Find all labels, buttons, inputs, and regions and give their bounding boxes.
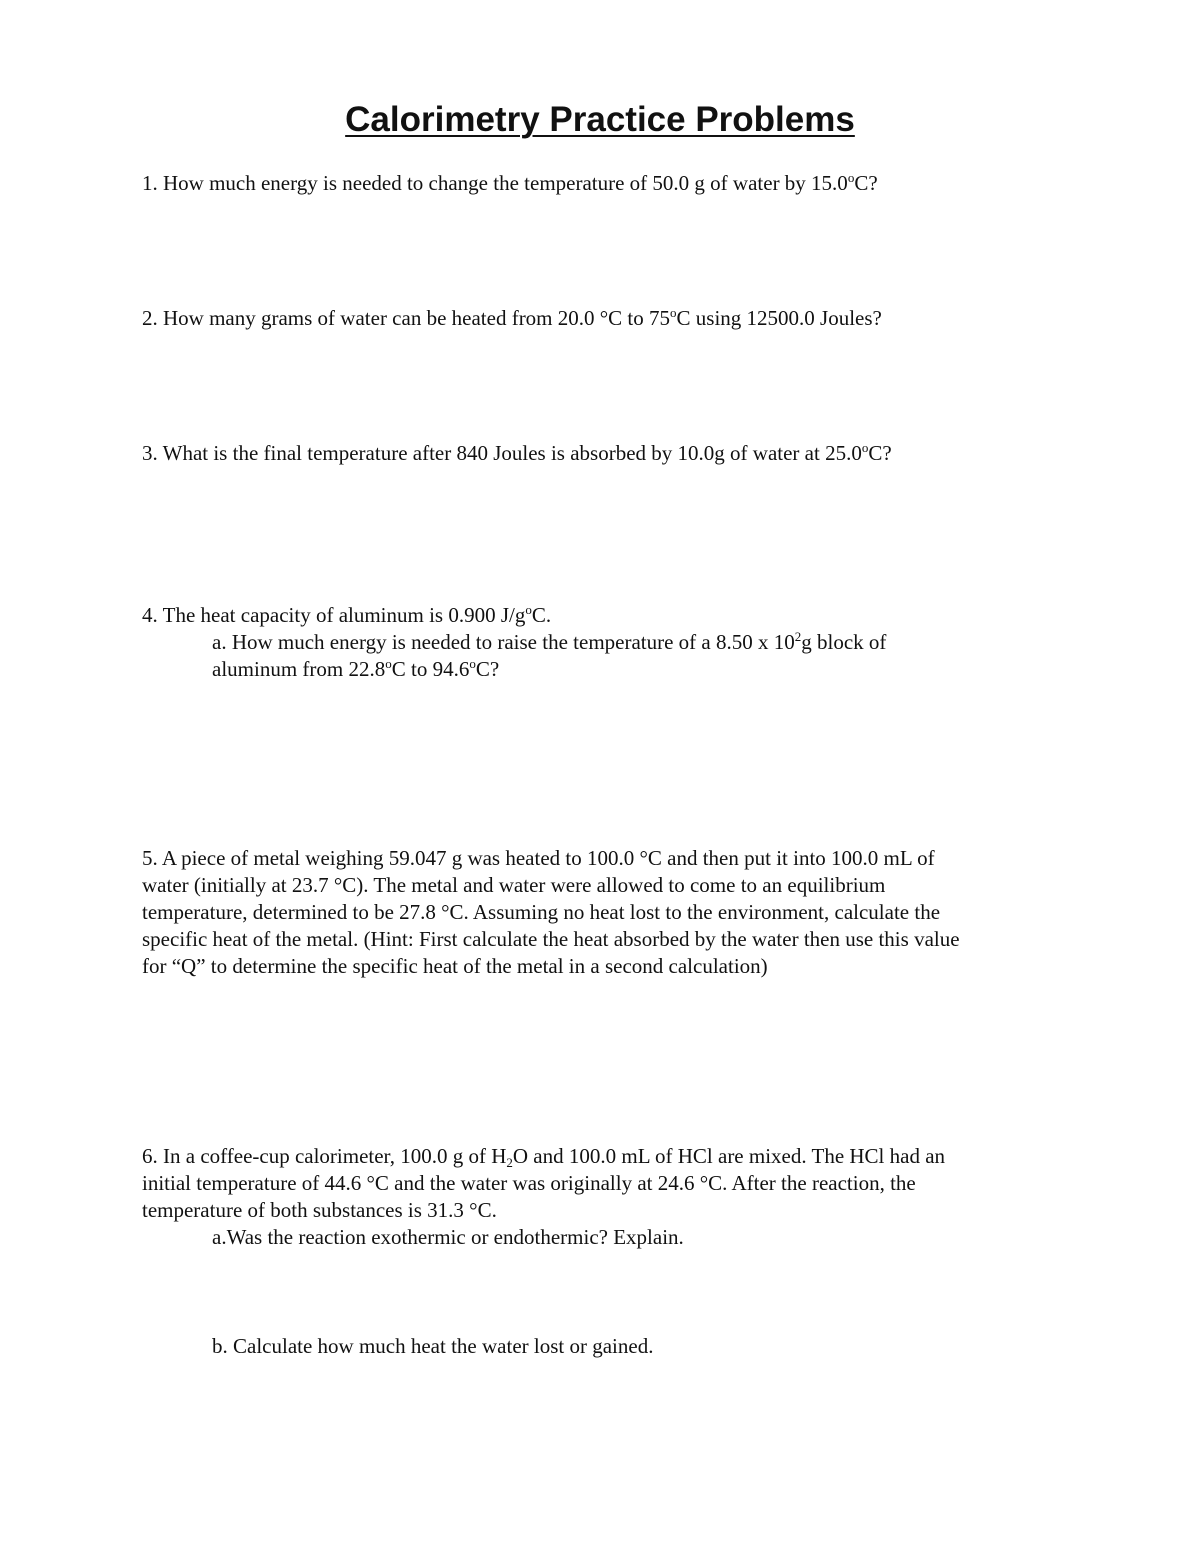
problem-6-text: 6. In a coffee-cup calorimeter, 100.0 g of H [142, 1144, 507, 1168]
problem-1 [142, 170, 878, 197]
problem-4-text-end: C. [531, 603, 552, 627]
problem-3-text: 3. What is the final temperature after 840 Joules is absorbed by 10.0g of water at 25.0 [142, 441, 862, 465]
problem-2-text: 2. How many grams of water can be heated from 20.0 °C to 75 [142, 306, 671, 330]
degree-superscript: o [385, 656, 392, 671]
degree-superscript: o [847, 170, 855, 185]
subscript: 2 [506, 1155, 513, 1170]
degree-superscript: o [525, 602, 532, 617]
problem-6-line-1 [142, 1143, 945, 1170]
problem-4a-line-2 [212, 656, 499, 683]
problem-6b: b. Calculate how much heat the water lost or gained. [212, 1334, 654, 1358]
problem-6-line-2: initial temperature of 44.6 °C and the water was originally at 24.6 °C. After the reaction, the [142, 1171, 916, 1195]
degree-superscript: o [861, 440, 869, 455]
problem-4a-text-3: C to 94.6 [391, 657, 470, 681]
problem-2-text-end: C using 12500.0 Joules? [676, 306, 882, 330]
problem-1-text-end: C? [854, 171, 878, 195]
problem-6a: a.Was the reaction exothermic or endothermic? Explain. [212, 1225, 684, 1249]
degree-superscript: o [670, 305, 677, 320]
problem-5-line-1: 5. A piece of metal weighing 59.047 g was heated to 100.0 °C and then put it into 100.0 mL of [142, 846, 935, 870]
problem-5-line-4: specific heat of the metal. (Hint: First calculate the heat absorbed by the water then use this value [142, 927, 960, 951]
problem-5-line-5: for “Q” to determine the specific heat of the metal in a second calculation) [142, 954, 768, 978]
problem-4a-text-2: aluminum from 22.8 [212, 657, 386, 681]
degree-superscript: o [469, 656, 476, 671]
page-title: Calorimetry Practice Problems [345, 100, 855, 139]
problem-4a-text-end: g block of [801, 630, 887, 654]
problem-5-line-2: water (initially at 23.7 °C). The metal and water were allowed to come to an equilibrium [142, 873, 886, 897]
problem-6-line-3: temperature of both substances is 31.3 °C. [142, 1198, 497, 1222]
problem-4 [142, 602, 551, 629]
problem-1-text: 1. How much energy is needed to change the temperature of 50.0 g of water by 15.0 [142, 171, 848, 195]
problem-4a-text: a. How much energy is needed to raise the temperature of a 8.50 x 10 [212, 630, 795, 654]
problem-5-line-3: temperature, determined to be 27.8 °C. Assuming no heat lost to the environment, calculate the [142, 900, 941, 924]
problem-6-text-end: O and 100.0 mL of HCl are mixed. The HCl had an [512, 1144, 946, 1168]
problem-3 [142, 440, 892, 467]
problem-4a-text-4: C? [475, 657, 500, 681]
problem-4a-line-1 [212, 629, 886, 656]
problem-2 [142, 305, 882, 332]
problem-3-text-end: C? [868, 441, 892, 465]
exponent-superscript: 2 [794, 629, 802, 644]
problem-4-text: 4. The heat capacity of aluminum is 0.900 J/g [142, 603, 526, 627]
